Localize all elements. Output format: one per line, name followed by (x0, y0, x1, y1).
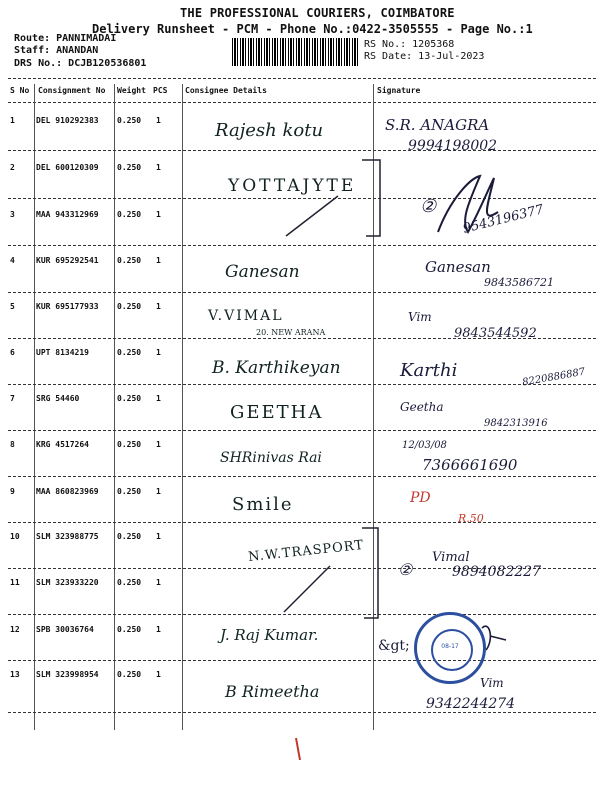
row-pcs: 1 (156, 210, 161, 219)
handwritten-phone: 7366661690 (422, 456, 518, 474)
row-consignment: UPT 8134219 (36, 348, 89, 357)
row-consignment: SLM 323933220 (36, 578, 99, 587)
row-weight: 0.250 (117, 348, 142, 357)
handwritten-consignee-line2: 20. NEW ARANA (256, 328, 326, 337)
signature-scribble (438, 176, 498, 232)
handwritten-phone: 8220886887 (521, 366, 587, 389)
document-title: THE PROFESSIONAL COURIERS, COIMBATORE (180, 6, 455, 20)
row-weight: 0.250 (117, 394, 142, 403)
handwritten-consignee: Rajesh kotu (215, 120, 324, 141)
red-pen-mark (296, 738, 300, 760)
col-consignment: Consignment No (38, 86, 106, 95)
drs-number: DRS No.: DCJB120536801 (14, 58, 147, 69)
bracket-stroke (362, 160, 380, 236)
handwritten-consignee: V.VIMAL (208, 308, 284, 324)
circled-number-annotation: ② (398, 560, 413, 579)
row-consignment: KUR 695177933 (36, 302, 99, 311)
row-pcs: 1 (156, 440, 161, 449)
bracket-stroke (362, 528, 378, 618)
handwritten-signature: Vimal (432, 550, 470, 565)
handwritten-signature: S.R. ANAGRA (385, 116, 490, 134)
handwritten-signature: Vim (408, 310, 432, 324)
row-consignment: KUR 695292541 (36, 256, 99, 265)
handwritten-phone: 9842313916 (484, 418, 548, 429)
handwritten-signature: 12/03/08 (402, 440, 447, 451)
row-pcs: 1 (156, 532, 161, 541)
handwritten-consignee: SHRinivas Rai (220, 450, 322, 466)
row-pcs: 1 (156, 487, 161, 496)
row-sno: 12 (10, 625, 20, 634)
row-weight: 0.250 (117, 532, 142, 541)
row-consignment: MAA 860823969 (36, 487, 99, 496)
handwritten-consignee: Ganesan (225, 262, 300, 282)
row-sno: 10 (10, 532, 20, 541)
company-stamp (414, 612, 486, 684)
handwritten-signature: Ganesan (425, 258, 491, 276)
handwritten-phone: 9843544592 (454, 326, 537, 341)
handwritten-phone: 9342244274 (426, 696, 516, 712)
handwritten-consignee: N.W.TRASPORT (247, 537, 365, 566)
row-pcs: 1 (156, 302, 161, 311)
stamp-inner-ring (431, 629, 473, 671)
handwritten-signature: Geetha (400, 400, 444, 414)
row-pcs: 1 (156, 348, 161, 357)
row-sno: 3 (10, 210, 15, 219)
row-pcs: 1 (156, 578, 161, 587)
row-weight: 0.250 (117, 116, 142, 125)
row-weight: 0.250 (117, 440, 142, 449)
handwritten-consignee: B Rimeetha (225, 682, 320, 701)
row-weight: 0.250 (117, 210, 142, 219)
row-pcs: 1 (156, 163, 161, 172)
strike-stroke (286, 196, 338, 236)
handwritten-amount: R.50 (458, 512, 484, 525)
stamp-date: 08-17 (441, 643, 459, 650)
arrow-annotation: &gt; (378, 638, 410, 654)
row-consignment: KRG 4517264 (36, 440, 89, 449)
handwritten-consignee: GEETHA (230, 402, 324, 423)
route-label: Route: PANNIMADAI (14, 33, 117, 44)
row-pcs: 1 (156, 116, 161, 125)
col-weight: Weight (117, 86, 146, 95)
handwritten-phone: 9543196377 (461, 202, 546, 237)
col-sno: S No (10, 86, 30, 95)
row-sno: 9 (10, 487, 15, 496)
handwritten-consignee: B. Karthikeyan (212, 358, 341, 378)
row-weight: 0.250 (117, 625, 142, 634)
staff-label: Staff: ANANDAN (14, 45, 99, 56)
row-pcs: 1 (156, 670, 161, 679)
col-signature: Signature (377, 86, 421, 95)
row-consignment: SLM 323988775 (36, 532, 99, 541)
col-pcs: PCS (153, 86, 168, 95)
row-pcs: 1 (156, 256, 161, 265)
circled-number-annotation: ② (420, 196, 437, 217)
row-sno: 5 (10, 302, 15, 311)
handwritten-consignee: Smile (232, 494, 294, 515)
row-weight: 0.250 (117, 670, 142, 679)
row-sno: 13 (10, 670, 20, 679)
row-sno: 8 (10, 440, 15, 449)
handwritten-signature: Vim (480, 676, 504, 690)
handwritten-signature: Karthi (400, 360, 458, 381)
col-consignee: Consignee Details (185, 86, 267, 95)
row-weight: 0.250 (117, 302, 142, 311)
row-sno: 1 (10, 116, 15, 125)
row-weight: 0.250 (117, 163, 142, 172)
handwritten-consignee: YOTTAJYTE (228, 176, 357, 196)
row-pcs: 1 (156, 625, 161, 634)
handwritten-phone: 9843586721 (484, 276, 554, 289)
handwritten-consignee: J. Raj Kumar. (220, 626, 319, 644)
handwritten-phone: 9994198002 (408, 138, 498, 154)
row-sno: 2 (10, 163, 15, 172)
row-consignment: SPB 30036764 (36, 625, 94, 634)
row-sno: 6 (10, 348, 15, 357)
row-sno: 11 (10, 578, 20, 587)
rs-date: RS Date: 13-Jul-2023 (364, 51, 485, 62)
row-weight: 0.250 (117, 578, 142, 587)
row-weight: 0.250 (117, 487, 142, 496)
row-consignment: MAA 943312969 (36, 210, 99, 219)
rs-number: RS No.: 1205368 (364, 39, 455, 50)
handwritten-phone: 9894082227 (452, 564, 542, 580)
row-consignment: DEL 600120309 (36, 163, 99, 172)
row-sno: 4 (10, 256, 15, 265)
handwritten-signature: PD (410, 490, 431, 506)
row-consignment: SRG 54460 (36, 394, 80, 403)
row-consignment: DEL 910292383 (36, 116, 99, 125)
row-consignment: SLM 323998954 (36, 670, 99, 679)
row-weight: 0.250 (117, 256, 142, 265)
strike-stroke (284, 566, 330, 612)
row-sno: 7 (10, 394, 15, 403)
document-subtitle: Delivery Runsheet - PCM - Phone No.:0422-3505555 - Page No.:1 (92, 22, 533, 36)
row-pcs: 1 (156, 394, 161, 403)
